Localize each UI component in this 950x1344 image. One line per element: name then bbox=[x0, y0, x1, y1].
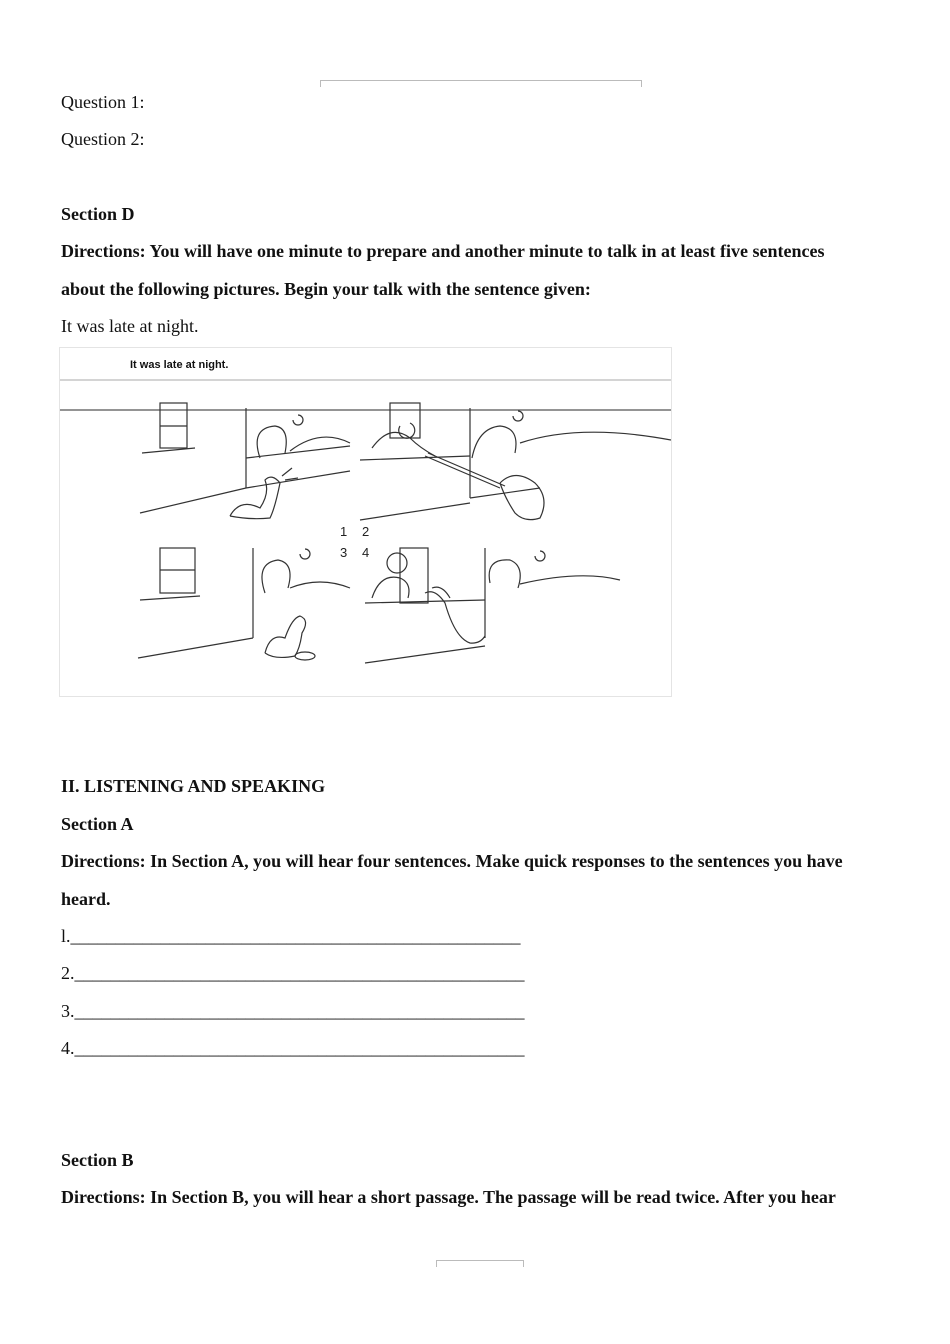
panel-number-4: 4 bbox=[362, 545, 370, 560]
section-a-directions-line1: Directions: In Section A, you will hear four sentences. Make quick responses to the sentences you have bbox=[61, 851, 843, 871]
answer-line-4[interactable]: 4.__________________________________________________ bbox=[61, 1038, 525, 1058]
answer-line-2[interactable]: 2.__________________________________________________ bbox=[61, 963, 525, 983]
section-d-directions-line2: about the following pictures. Begin your talk with the sentence given: bbox=[61, 279, 591, 299]
section-d-prompt: It was late at night. bbox=[61, 316, 199, 336]
page-footer-mark bbox=[436, 1260, 524, 1267]
question-1-label: Question 1: bbox=[61, 92, 145, 112]
section-d-title: Section D bbox=[61, 204, 135, 224]
comic-panel-2 bbox=[360, 403, 671, 520]
answer-line-3[interactable]: 3.__________________________________________________ bbox=[61, 1001, 525, 1021]
comic-panel-3 bbox=[138, 548, 350, 660]
section-a-title: Section A bbox=[61, 814, 134, 834]
question-2-label: Question 2: bbox=[61, 129, 145, 149]
comic-panel-4 bbox=[365, 548, 620, 663]
section-b-title: Section B bbox=[61, 1150, 134, 1170]
panel-number-1: 1 bbox=[340, 524, 348, 539]
panel-number-3: 3 bbox=[340, 545, 348, 560]
part-2-title: II. LISTENING AND SPEAKING bbox=[61, 776, 326, 796]
section-a-directions-line2: heard. bbox=[61, 889, 111, 909]
comic-caption: It was late at night. bbox=[130, 359, 229, 371]
panel-number-2: 2 bbox=[362, 524, 370, 539]
section-d-directions-line1: Directions: You will have one minute to prepare and another minute to talk in at least five sentences bbox=[61, 241, 825, 261]
comic-strip-image bbox=[59, 347, 672, 697]
comic-panel-1 bbox=[140, 403, 350, 519]
page-header-mark bbox=[320, 80, 642, 87]
answer-line-1[interactable]: l.__________________________________________________ bbox=[61, 926, 521, 946]
section-b-directions-line1: Directions: In Section B, you will hear a short passage. The passage will be read twice. After you hear bbox=[61, 1187, 836, 1207]
